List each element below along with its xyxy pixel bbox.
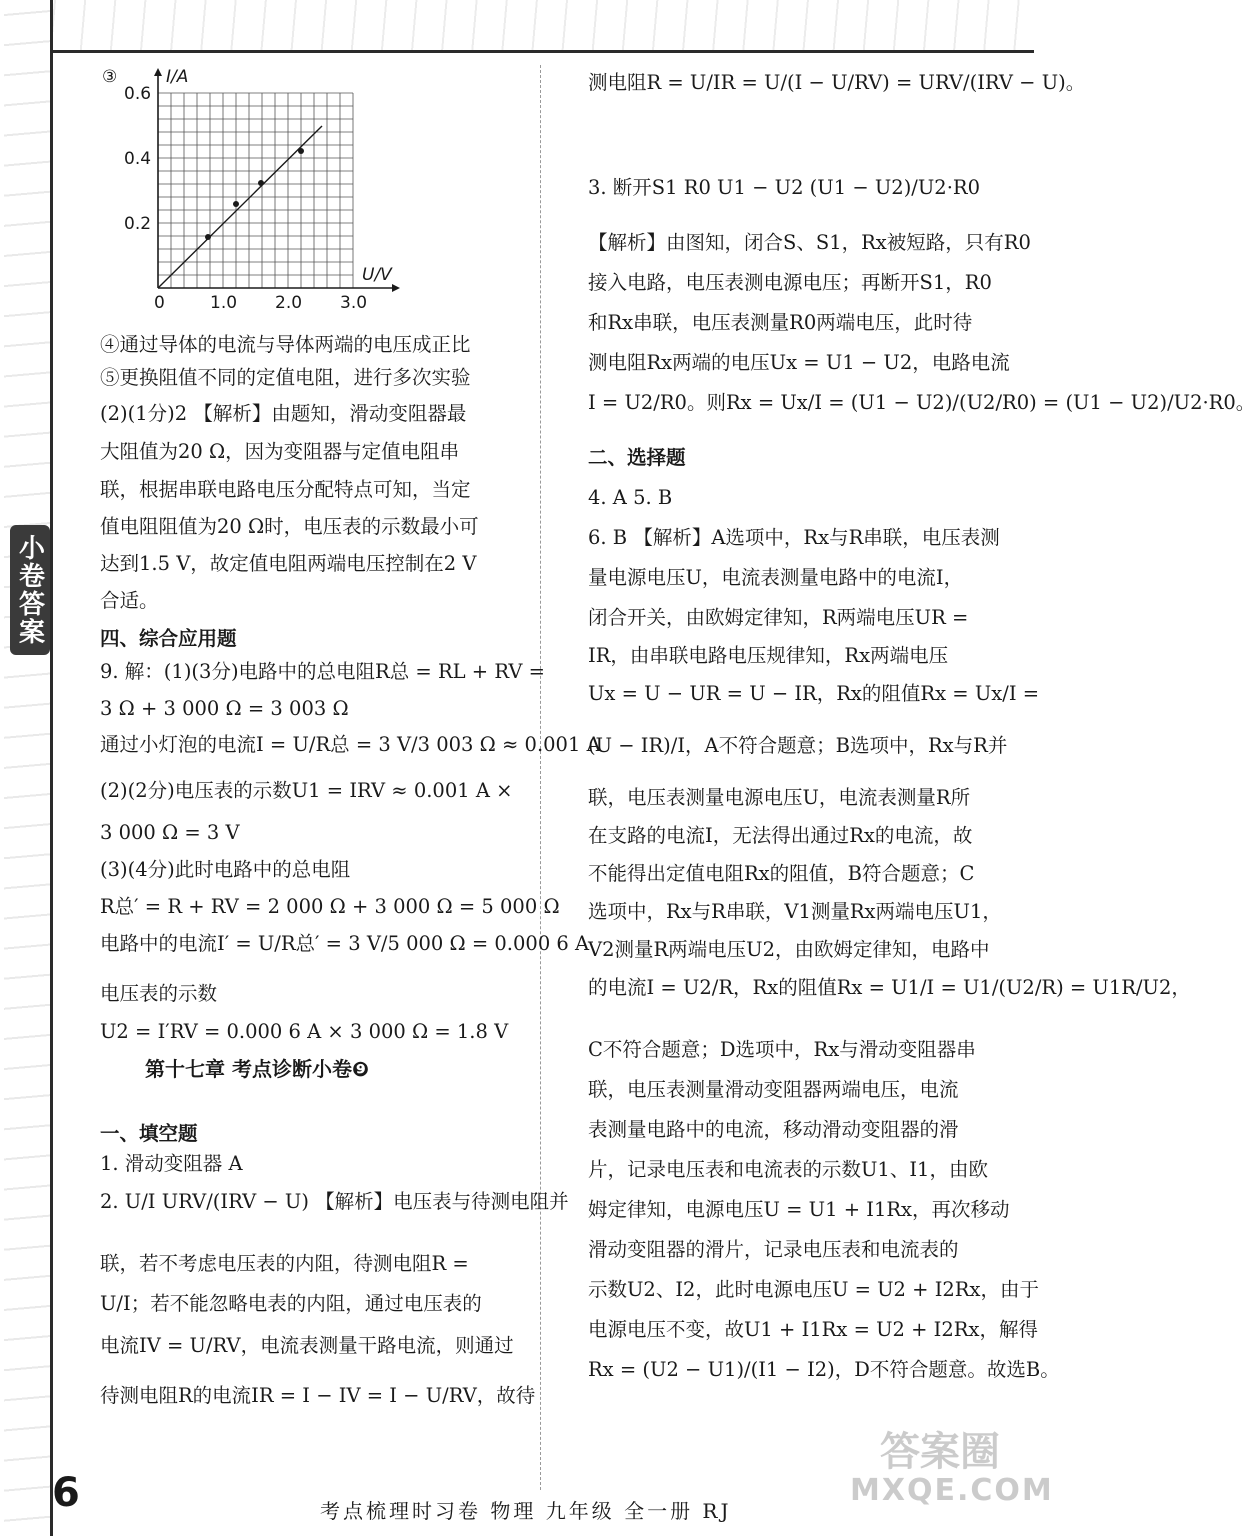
right-text-line: 选项中，Rx与R串联，V1测量Rx两端电压U1， <box>588 900 1002 923</box>
left-text-line: 通过小灯泡的电流I = U/R总 = 3 V/3 003 Ω ≈ 0.001 A <box>100 733 601 756</box>
right-text-line: 量电源电压U，电流表测量电路中的电流I， <box>588 566 964 589</box>
right-text-line: 联，电压表测量滑动变阻器两端电压，电流 <box>588 1078 959 1101</box>
right-text-line: V2测量R两端电压U2，由欧姆定律知，电路中 <box>588 938 990 961</box>
y-axis-label: I/A <box>166 67 189 87</box>
y-tick: 0.2 <box>124 214 152 234</box>
right-text-line: 【解析】由图知，闭合S、S1，Rx被短路，只有R0 <box>588 231 1031 254</box>
left-text-line: 电流IV = U/RV，电流表测量干路电流，则通过 <box>100 1334 514 1357</box>
x-tick: 1.0 <box>210 293 238 313</box>
x-tick: 0 <box>154 293 165 313</box>
left-text-line: R总′ = R + RV = 2 000 Ω + 3 000 Ω = 5 000 Ω <box>100 895 560 918</box>
left-text-line: ⑤更换阻值不同的定值电阻，进行多次实验 <box>100 366 471 389</box>
left-text-line: (2)(2分)电压表的示数U1 = IRV ≈ 0.001 A × <box>100 779 513 802</box>
right-text-line: 滑动变阻器的滑片，记录电压表和电流表的 <box>588 1238 959 1261</box>
right-text-line: IR，由串联电路电压规律知，Rx两端电压 <box>588 644 949 667</box>
left-text-line: 第十七章 考点诊断小卷❾ <box>145 1057 369 1081</box>
right-text-line: 片，记录电压表和电流表的示数U1、I1，由欧 <box>588 1158 988 1181</box>
data-point <box>205 234 211 240</box>
left-text-line: 四、综合应用题 <box>100 627 237 650</box>
side-tab-answers: 小卷答案 <box>10 525 50 655</box>
left-text-line: 合适。 <box>100 589 159 612</box>
right-text-line: 在支路的电流I，无法得出通过Rx的电流，故 <box>588 824 973 847</box>
right-text-line: 6. B 【解析】A选项中，Rx与R串联，电压表测 <box>588 526 1000 549</box>
right-text-line: (U − IR)/I，A不符合题意；B选项中，Rx与R并 <box>588 734 1008 757</box>
right-text-line: 3. 断开S1 R0 U1 − U2 (U1 − U2)/U2·R0 <box>588 176 980 199</box>
left-text-line: (2)(1分)2 【解析】由题知，滑动变阻器最 <box>100 402 467 425</box>
left-text-line: 2. U/I URV/(IRV − U) 【解析】电压表与待测电阻并 <box>100 1190 569 1213</box>
right-text-line: 测电阻R = U/IR = U/(I − U/RV) = URV/(IRV − U)。 <box>588 71 1086 94</box>
right-text-line: 测电阻Rx两端的电压Ux = U1 − U2，电路电流 <box>588 351 1010 374</box>
left-text-line: U/I；若不能忽略电表的内阻，通过电压表的 <box>100 1292 482 1315</box>
left-text-line: 电路中的电流I′ = U/R总′ = 3 V/5 000 Ω = 0.000 6 A <box>100 932 590 955</box>
y-tick: 0.6 <box>124 84 152 104</box>
left-text-line: ④通过导体的电流与导体两端的电压成正比 <box>100 333 471 356</box>
watermark-text: 答案圈 <box>880 1429 1000 1475</box>
right-text-line: 姆定律知，电源电压U = U1 + I1Rx，再次移动 <box>588 1198 1010 1221</box>
left-text-line: U2 = I′RV = 0.000 6 A × 3 000 Ω = 1.8 V <box>100 1020 509 1043</box>
right-text-line: 4. A 5. B <box>588 486 673 509</box>
fit-line <box>158 126 322 288</box>
right-text-line: 接入电路，电压表测电源电压；再断开S1，R0 <box>588 271 992 294</box>
right-text-line: 电源电压不变，故U1 + I1Rx = U2 + I2Rx，解得 <box>588 1318 1038 1341</box>
data-point <box>298 148 304 154</box>
footer-text: 考点梳理时习卷 物理 九年级 全一册 RJ <box>320 1499 732 1523</box>
right-text-line: 联，电压表测量电源电压U，电流表测量R所 <box>588 786 971 809</box>
column-divider <box>540 65 541 1490</box>
left-text-line: (3)(4分)此时电路中的总电阻 <box>100 858 351 881</box>
right-text-line: Ux = U − UR = U − IR，Rx的阻值Rx = Ux/I = <box>588 682 1040 705</box>
right-text-line: 和Rx串联，电压表测量R0两端电压，此时待 <box>588 311 973 334</box>
x-tick: 2.0 <box>275 293 303 313</box>
data-point <box>258 180 264 186</box>
right-text-line: C不符合题意；D选项中，Rx与滑动变阻器串 <box>588 1038 976 1061</box>
left-text-line: 一、填空题 <box>100 1122 198 1145</box>
left-text-line: 值电阻阻值为20 Ω时，电压表的示数最小可 <box>100 515 479 538</box>
left-text-line: 电压表的示数 <box>100 982 218 1005</box>
left-text-line: 1. 滑动变阻器 A <box>100 1152 243 1175</box>
decorative-top-border <box>40 0 1034 53</box>
right-text-line: 示数U2、I2，此时电源电压U = U2 + I2Rx，由于 <box>588 1278 1039 1301</box>
right-text-line: I = U2/R0。则Rx = Ux/I = (U1 − U2)/(U2/R0) = (U1 − U2)/U2·R0。 <box>588 391 1255 414</box>
right-text-line: 闭合开关，由欧姆定律知，R两端电压UR = <box>588 606 969 629</box>
right-text-line: 表测量电路中的电流，移动滑动变阻器的滑 <box>588 1118 959 1141</box>
right-text-line: 不能得出定值电阻Rx的阻值，B符合题意；C <box>588 862 975 885</box>
page-number: 6 <box>52 1470 80 1516</box>
x-axis-label: U/V <box>362 265 392 285</box>
data-point <box>233 201 239 207</box>
iu-graph <box>100 60 420 315</box>
decorative-left-border <box>4 0 53 1536</box>
left-text-line: 待测电阻R的电流IR = I − IV = I − U/RV，故待 <box>100 1384 536 1407</box>
y-axis-arrow <box>154 68 162 76</box>
right-text-line: Rx = (U2 − U1)/(I1 − I2)，D不符合题意。故选B。 <box>588 1358 1060 1381</box>
left-text-line: 3 Ω + 3 000 Ω = 3 003 Ω <box>100 697 349 720</box>
left-text-line: 大阻值为20 Ω，因为变阻器与定值电阻串 <box>100 440 460 463</box>
graph-label: ③ <box>102 67 118 87</box>
left-text-line: 达到1.5 V，故定值电阻两端电压控制在2 V <box>100 552 477 575</box>
left-text-line: 9. 解：(1)(3分)电路中的总电阻R总 = RL + RV = <box>100 660 545 683</box>
x-axis-arrow <box>392 284 400 292</box>
left-text-line: 联，根据串联电路电压分配特点可知，当定 <box>100 478 471 501</box>
y-tick: 0.4 <box>124 149 152 169</box>
watermark-url: MXQE.COM <box>850 1473 1054 1508</box>
left-text-line: 联，若不考虑电压表的内阻，待测电阻R = <box>100 1252 469 1275</box>
left-text-line: 3 000 Ω = 3 V <box>100 821 240 844</box>
right-text-line: 二、选择题 <box>588 446 686 469</box>
x-tick: 3.0 <box>340 293 368 313</box>
right-text-line: 的电流I = U2/R，Rx的阻值Rx = U1/I = U1/(U2/R) = U1R/U2， <box>588 976 1191 999</box>
watermark-logo <box>850 1429 1054 1530</box>
